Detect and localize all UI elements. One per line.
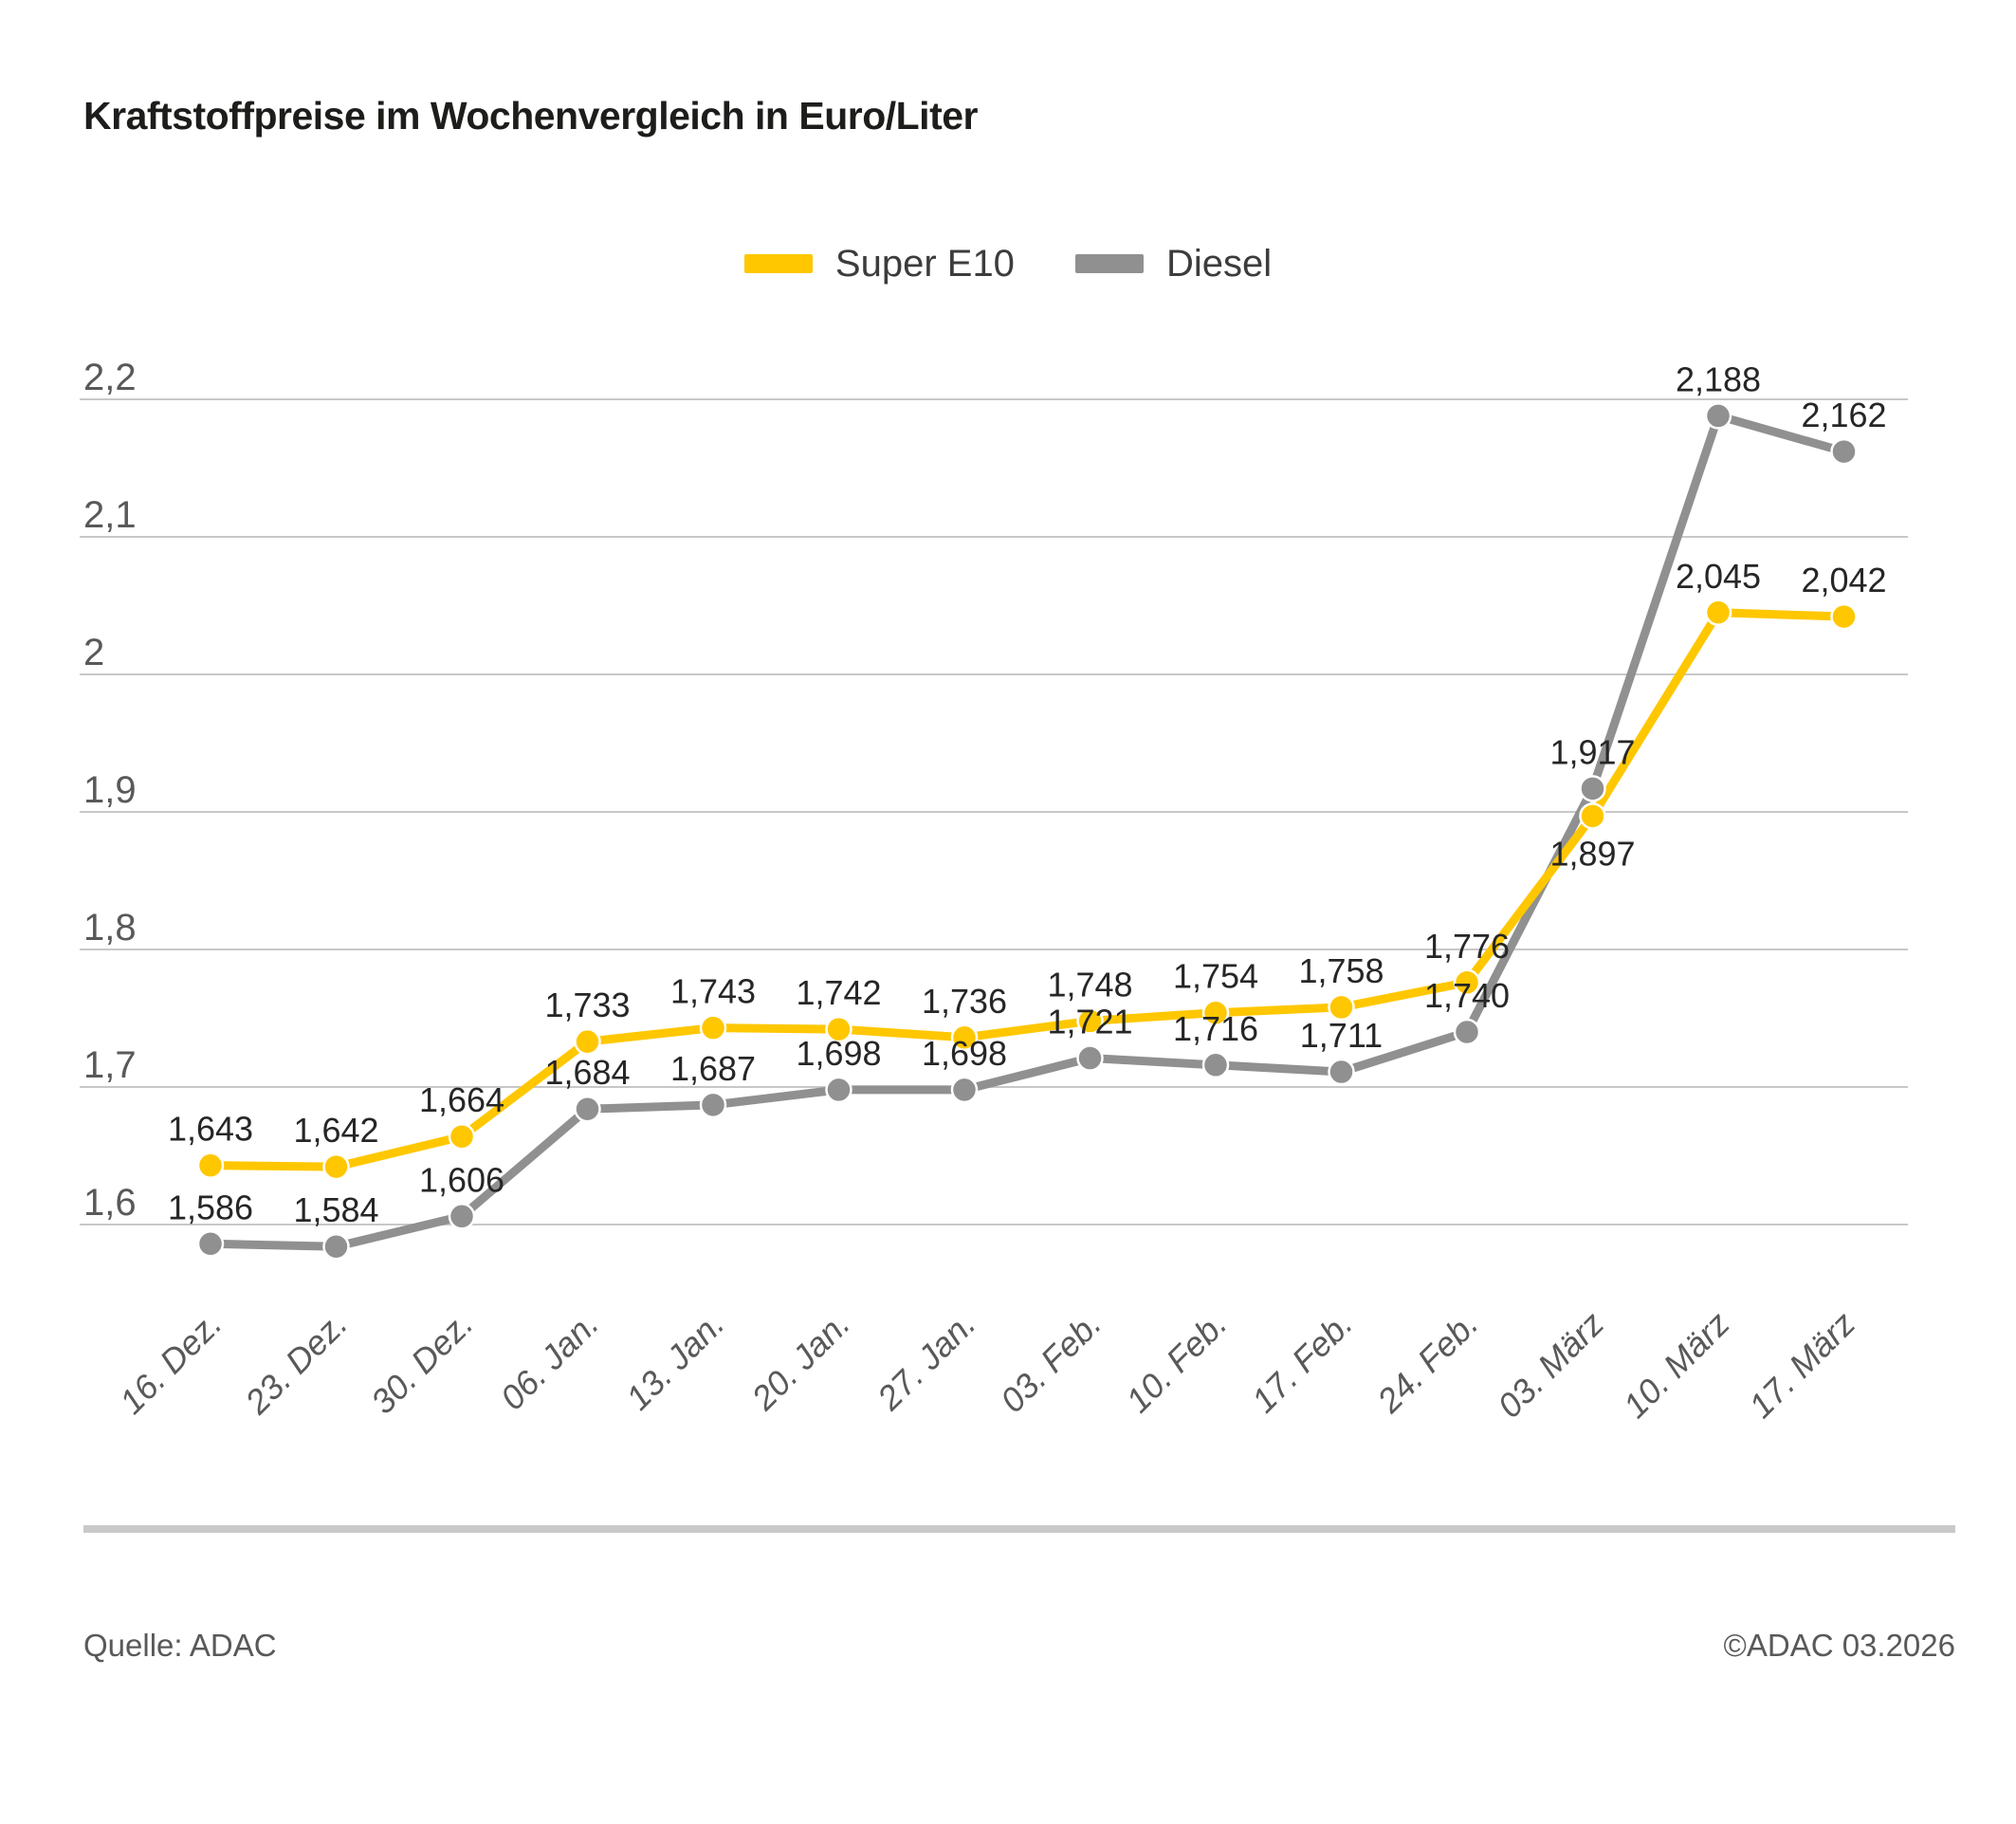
x-tick-label: 16. Dez. [111,1303,229,1422]
chart-title: Kraftstoffpreise im Wochenvergleich in Euro/Liter [83,94,978,138]
data-point-label: 1,642 [293,1111,379,1151]
data-point-super-e10 [1706,600,1731,625]
x-tick-label: 10. Feb. [1118,1303,1235,1421]
data-point-label: 1,776 [1423,926,1511,966]
data-point-label: 2,188 [1675,359,1762,399]
y-tick-label: 1,9 [83,769,137,811]
data-point-label: 1,740 [1423,976,1511,1015]
data-point-label: 1,742 [796,973,882,1013]
x-tick-label: 30. Dez. [362,1303,481,1422]
data-point-label: 1,748 [1047,965,1133,1004]
legend-label: Diesel [1165,243,1273,285]
data-point-label: 1,758 [1298,950,1384,990]
data-point-super-e10 [701,1016,725,1041]
x-tick-label: 24. Feb. [1369,1303,1486,1421]
x-tick-label: 10. März [1615,1303,1737,1426]
legend-label: Super E10 [834,243,1015,285]
data-point-label: 2,042 [1801,561,1887,600]
data-point-label: 1,754 [1172,956,1259,996]
data-point-diesel [827,1078,852,1102]
data-point-label: 1,698 [921,1033,1008,1073]
y-tick-label: 1,8 [83,907,137,949]
footer-divider [83,1525,1955,1533]
data-point-label: 1,643 [167,1109,254,1149]
data-point-label: 1,721 [1047,1002,1133,1041]
data-point-diesel [952,1078,977,1102]
data-point-diesel [1581,776,1605,801]
data-point-label: 1,716 [1172,1008,1259,1048]
x-tick-label: 13. Jan. [618,1303,732,1418]
data-point-label: 1,684 [544,1053,631,1093]
x-tick-label: 17. März [1741,1303,1863,1426]
source-note: Quelle: ADAC [83,1628,277,1663]
data-point-label: 1,897 [1549,834,1636,874]
data-point-super-e10 [198,1153,223,1178]
data-point-label: 2,162 [1801,396,1887,435]
data-point-super-e10 [1581,803,1605,828]
x-tick-label: 20. Jan. [743,1303,858,1418]
data-point-label: 1,736 [921,981,1008,1021]
data-point-label: 1,584 [293,1190,379,1230]
data-point-diesel [1706,403,1731,428]
data-point-diesel [576,1096,600,1121]
data-point-super-e10 [1832,604,1857,629]
data-point-super-e10 [324,1154,349,1179]
x-tick-label: 06. Jan. [492,1303,607,1418]
y-tick-label: 2 [83,632,105,673]
data-point-label: 1,606 [418,1160,505,1200]
data-point-diesel [701,1093,725,1117]
data-point-label: 1,711 [1299,1016,1384,1056]
data-point-label: 2,045 [1675,556,1762,596]
x-tick-label: 23. Dez. [237,1303,356,1422]
x-tick-label: 27. Jan. [870,1303,983,1418]
data-point-super-e10 [449,1124,474,1149]
data-point-diesel [449,1204,474,1228]
y-tick-label: 1,7 [83,1044,137,1086]
data-point-label: 1,687 [669,1048,757,1088]
data-point-diesel [1329,1059,1354,1084]
x-tick-label: 17. Feb. [1243,1303,1361,1421]
data-point-diesel [1078,1046,1103,1071]
y-tick-label: 2,1 [83,494,137,536]
footer [83,1628,1955,1664]
x-tick-label: 03. Feb. [992,1303,1109,1421]
y-tick-label: 2,2 [83,357,137,398]
data-point-label: 1,664 [418,1080,505,1120]
data-point-diesel [1455,1020,1479,1044]
data-point-diesel [198,1231,223,1256]
copyright-note: ©ADAC 03.2026 [1723,1628,1955,1663]
series-line-diesel [211,415,1844,1246]
data-point-label: 1,586 [167,1188,254,1227]
data-point-super-e10 [576,1029,600,1054]
x-tick-label: 03. März [1490,1303,1612,1426]
data-point-label: 1,917 [1549,732,1636,772]
data-point-label: 1,698 [796,1033,882,1073]
data-point-diesel [324,1234,349,1259]
data-point-label: 1,733 [544,986,631,1025]
data-point-diesel [1832,439,1857,464]
data-point-diesel [1203,1053,1228,1078]
data-point-label: 1,743 [669,971,757,1011]
y-tick-label: 1,6 [83,1182,137,1224]
